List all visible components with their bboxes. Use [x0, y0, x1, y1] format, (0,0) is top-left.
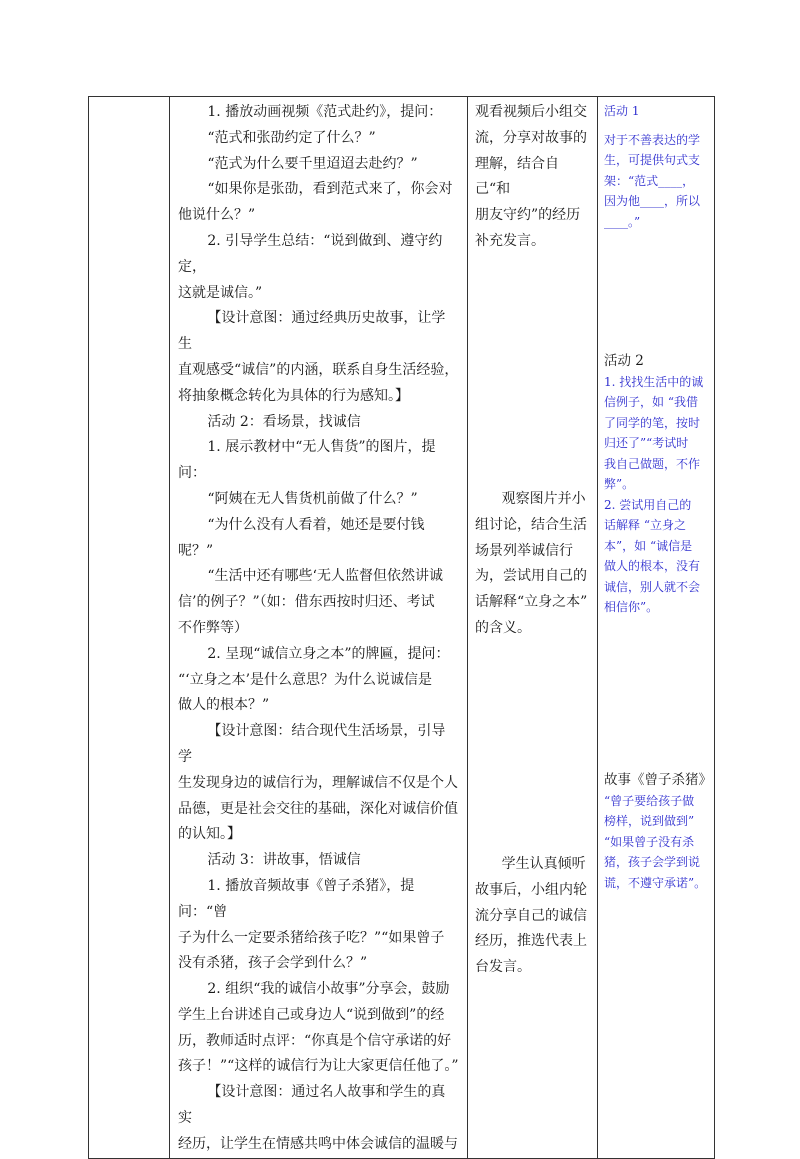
text-line: 弊”。	[604, 477, 635, 491]
activity1-step2: 2. 引导学生总结：“说到做到、遵守约定，	[178, 232, 443, 275]
text-line: ____。”	[604, 214, 641, 229]
note-title: 活动 1	[604, 104, 640, 118]
text-line: 理解，结合自己“和	[475, 155, 559, 198]
note-activity-1	[604, 101, 710, 232]
activity1-question-cont: 他说什么？”	[178, 207, 256, 224]
text-line: “曾子要给孩子做	[604, 793, 695, 808]
text-line: 诚信，别人就不会	[604, 579, 701, 594]
student-activity-2	[475, 487, 591, 642]
text-line: 2. 尝试用自己的	[604, 497, 692, 512]
activity2-question-cont: 信’的例子？”（如：借东西按时归还、考试	[178, 594, 435, 611]
text-line: 猪，孩子会学到说	[604, 855, 701, 869]
differentiation-notes-cell	[598, 97, 715, 1159]
text-line: 故事后，小组内轮	[475, 881, 587, 898]
student-activity-3	[475, 852, 591, 981]
text-line: 相信你”。	[604, 600, 659, 614]
text-line: “如果曾子没有杀	[604, 834, 695, 849]
note-activity-2	[604, 351, 710, 618]
text-line: 信例子，如 “我借	[604, 395, 698, 409]
activity2-question: “为什么没有人看着，她还是要付钱呢？”	[178, 516, 425, 559]
text-line: 因为他____，所以	[604, 194, 701, 208]
activity2-step2-cont: “‘立身之本’是什么意思？为什么说诚信是	[178, 671, 433, 688]
activity3-design-intent-cont: 经历，让学生在情感共鸣中体会诚信的温暖与	[178, 1135, 458, 1152]
activity1-design-intent-cont: 直观感受“诚信”的内涵，联系自身生活经验，	[178, 361, 459, 378]
text-line: 我自己做题，不作	[604, 456, 701, 471]
activity3-title: 活动 3：讲故事，悟诚信	[207, 852, 361, 869]
activity1-question: “如果你是张劭，看到范式来了，你会对	[207, 181, 453, 198]
activity2-question-cont: 不作弊等）	[178, 619, 248, 636]
activity1-step2-cont: 这就是诚信。”	[178, 284, 263, 301]
note-story	[604, 770, 710, 893]
activity1-step1: 1. 播放动画视频《范式赴约》，提问：	[207, 104, 443, 120]
activity1-design-intent-cont: 将抽象概念转化为具体的行为感知。】	[178, 387, 409, 404]
text-line: 组讨论，结合生活	[475, 516, 587, 533]
student-activity-cell	[468, 97, 598, 1159]
table-row	[89, 97, 715, 1159]
lesson-plan-table	[88, 96, 715, 1159]
text-line: 学生认真倾听	[501, 856, 586, 872]
activity3-step1-cont: 没有杀猪，孩子会学到什么？”	[178, 955, 368, 972]
activity3-step2: 2. 组织“我的诚信小故事”分享会，鼓励	[207, 981, 450, 998]
activity2-design-intent-cont: 生发现身边的诚信行为，理解诚信不仅是个人	[178, 774, 458, 791]
text-line: 做人的根本，没有	[604, 559, 701, 573]
activity3-step1-cont: 子为什么一定要杀猪给孩子吃？”“如果曾子	[178, 929, 445, 946]
text-line: 补充发言。	[475, 232, 545, 249]
text-line: 谎，不遵守承诺”。	[604, 875, 707, 890]
activity2-step2: 2. 呈现“诚信立身之本”的牌匾，提问：	[207, 645, 450, 662]
activity3-design-intent: 【设计意图：通过名人故事和学生的真实	[178, 1084, 446, 1127]
activity2-title: 活动 2：看场景，找诚信	[207, 413, 361, 430]
activity3-step2-cont: 孩子！”“这样的诚信行为让大家更信任他了。”	[178, 1058, 459, 1075]
text-line: 本”，如 “诚信是	[604, 538, 693, 553]
activity3-step1: 1. 播放音频故事《曾子杀猪》，提问：“曾	[178, 877, 415, 920]
activity2-design-intent-cont: 品德，更是社会交往的基础，深化对诚信价值	[178, 800, 458, 817]
text-line: 生，可提供句式支	[604, 153, 701, 167]
text-line: 经历，推选代表上	[475, 933, 587, 950]
activity2-design-intent-cont: 的认知。】	[178, 826, 241, 843]
text-line: 流，分享对故事的	[475, 129, 587, 146]
text-line: 朋友守约”的经历	[475, 207, 581, 224]
text-line: 话解释 “立身之	[604, 518, 686, 532]
activity2-step1: 1. 展示教材中“无人售货”的图片，提问：	[178, 439, 436, 482]
activity1-question: “范式和张劭约定了什么？”	[207, 129, 376, 146]
text-line: 了同学的笔，按时	[604, 415, 701, 430]
activity1-design-intent: 【设计意图：通过经典历史故事，让学生	[178, 310, 446, 353]
text-line: 架：“范式____，	[604, 173, 695, 188]
note-title: 故事《曾子杀猪》	[604, 772, 712, 788]
text-line: 台发言。	[475, 959, 531, 976]
text-line: 话解释“立身之本”	[475, 594, 588, 611]
activity3-step2-cont: 历，教师适时点评：“你真是个信守承诺的好	[178, 1032, 452, 1049]
student-activity-1	[475, 100, 591, 255]
text-line: 流分享自己的诚信	[475, 907, 587, 924]
activity2-question: “阿姨在无人售货机前做了什么？”	[207, 490, 418, 507]
text-line: 对于不善表达的学	[604, 132, 701, 147]
text-line: 观看视频后小组交	[475, 104, 587, 120]
text-line: 为，尝试用自己的	[475, 568, 587, 585]
teacher-activity-cell	[170, 97, 468, 1159]
activity1-question: “范式为什么要千里迢迢去赴约？”	[207, 155, 418, 172]
activity3-step2-cont: 学生上台讲述自己或身边人“说到做到”的经	[178, 1006, 445, 1023]
activity2-design-intent: 【设计意图：结合现代生活场景，引导学	[178, 723, 446, 765]
text-line: 的含义。	[475, 619, 531, 636]
note-title: 活动 2	[604, 353, 644, 369]
text-line: 场景列举诚信行	[475, 542, 573, 559]
text-line: 归还了”“考试时	[604, 436, 689, 450]
activity2-question: “生活中还有哪些‘无人监督但依然讲诚	[207, 568, 443, 585]
text-line: 观察图片并小	[501, 491, 586, 507]
activity2-step2-cont: 做人的根本？”	[178, 697, 270, 714]
text-line: 榜样，说到做到”	[604, 814, 695, 828]
stage-cell	[89, 97, 170, 1159]
text-line: 1. 找找生活中的诚	[604, 374, 704, 389]
